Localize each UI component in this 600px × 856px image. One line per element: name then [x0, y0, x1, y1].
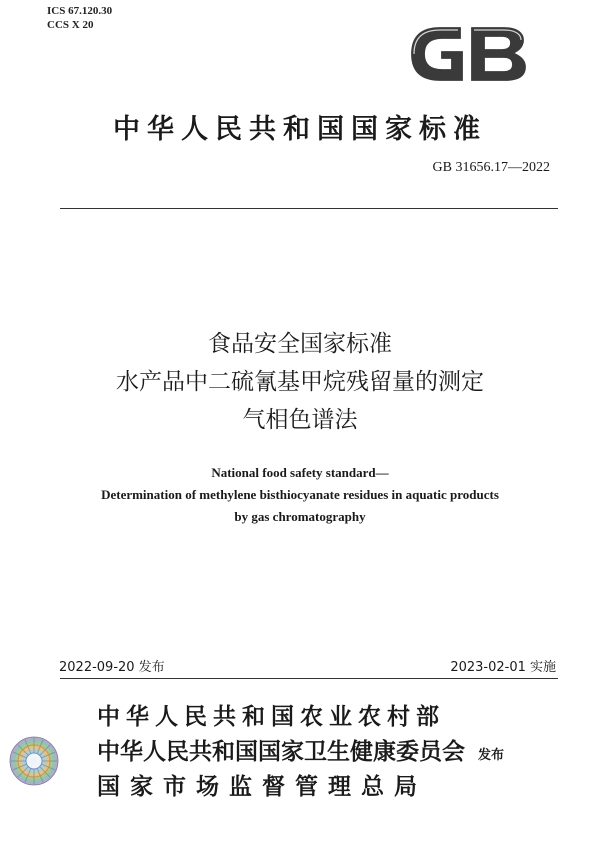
top-divider [60, 208, 558, 209]
chinese-title-line-3: 气相色谱法 [242, 407, 358, 433]
chinese-title [0, 325, 600, 439]
issuer-nhc: 中华人民共和国国家卫生健康委员会 [97, 739, 465, 765]
issuer-samr: 国家市场监督管理总局 [97, 774, 427, 800]
issuing-authorities [97, 700, 465, 805]
classification-codes [47, 4, 112, 32]
implementation-date: 2023-02-01 实施 [450, 660, 556, 675]
ccs-code: CCS X 20 [47, 19, 94, 31]
ics-code: ICS 67.120.30 [47, 5, 113, 17]
issuer-moa: 中华人民共和国农业农村部 [97, 704, 445, 730]
english-title-line-2: Determination of methylene bisthiocyanate residues in aquatic products [101, 487, 499, 502]
gb-logo [404, 22, 532, 86]
english-title [0, 462, 600, 528]
publish-label: 发布 [478, 748, 505, 763]
english-title-line-1: National food safety standard— [211, 465, 389, 480]
english-title-line-3: by gas chromatography [234, 509, 366, 524]
issue-date: 2022-09-20 发布 [59, 660, 165, 675]
chinese-title-line-1: 食品安全国家标准 [208, 331, 392, 357]
standard-number: GB 31656.17—2022 [432, 160, 550, 175]
bottom-divider [60, 678, 558, 679]
chinese-title-line-2: 水产品中二硫氰基甲烷残留量的测定 [116, 369, 484, 395]
hologram-seal-icon [9, 736, 59, 786]
national-standard-title: 中华人民共和国国家标准 [113, 114, 487, 145]
